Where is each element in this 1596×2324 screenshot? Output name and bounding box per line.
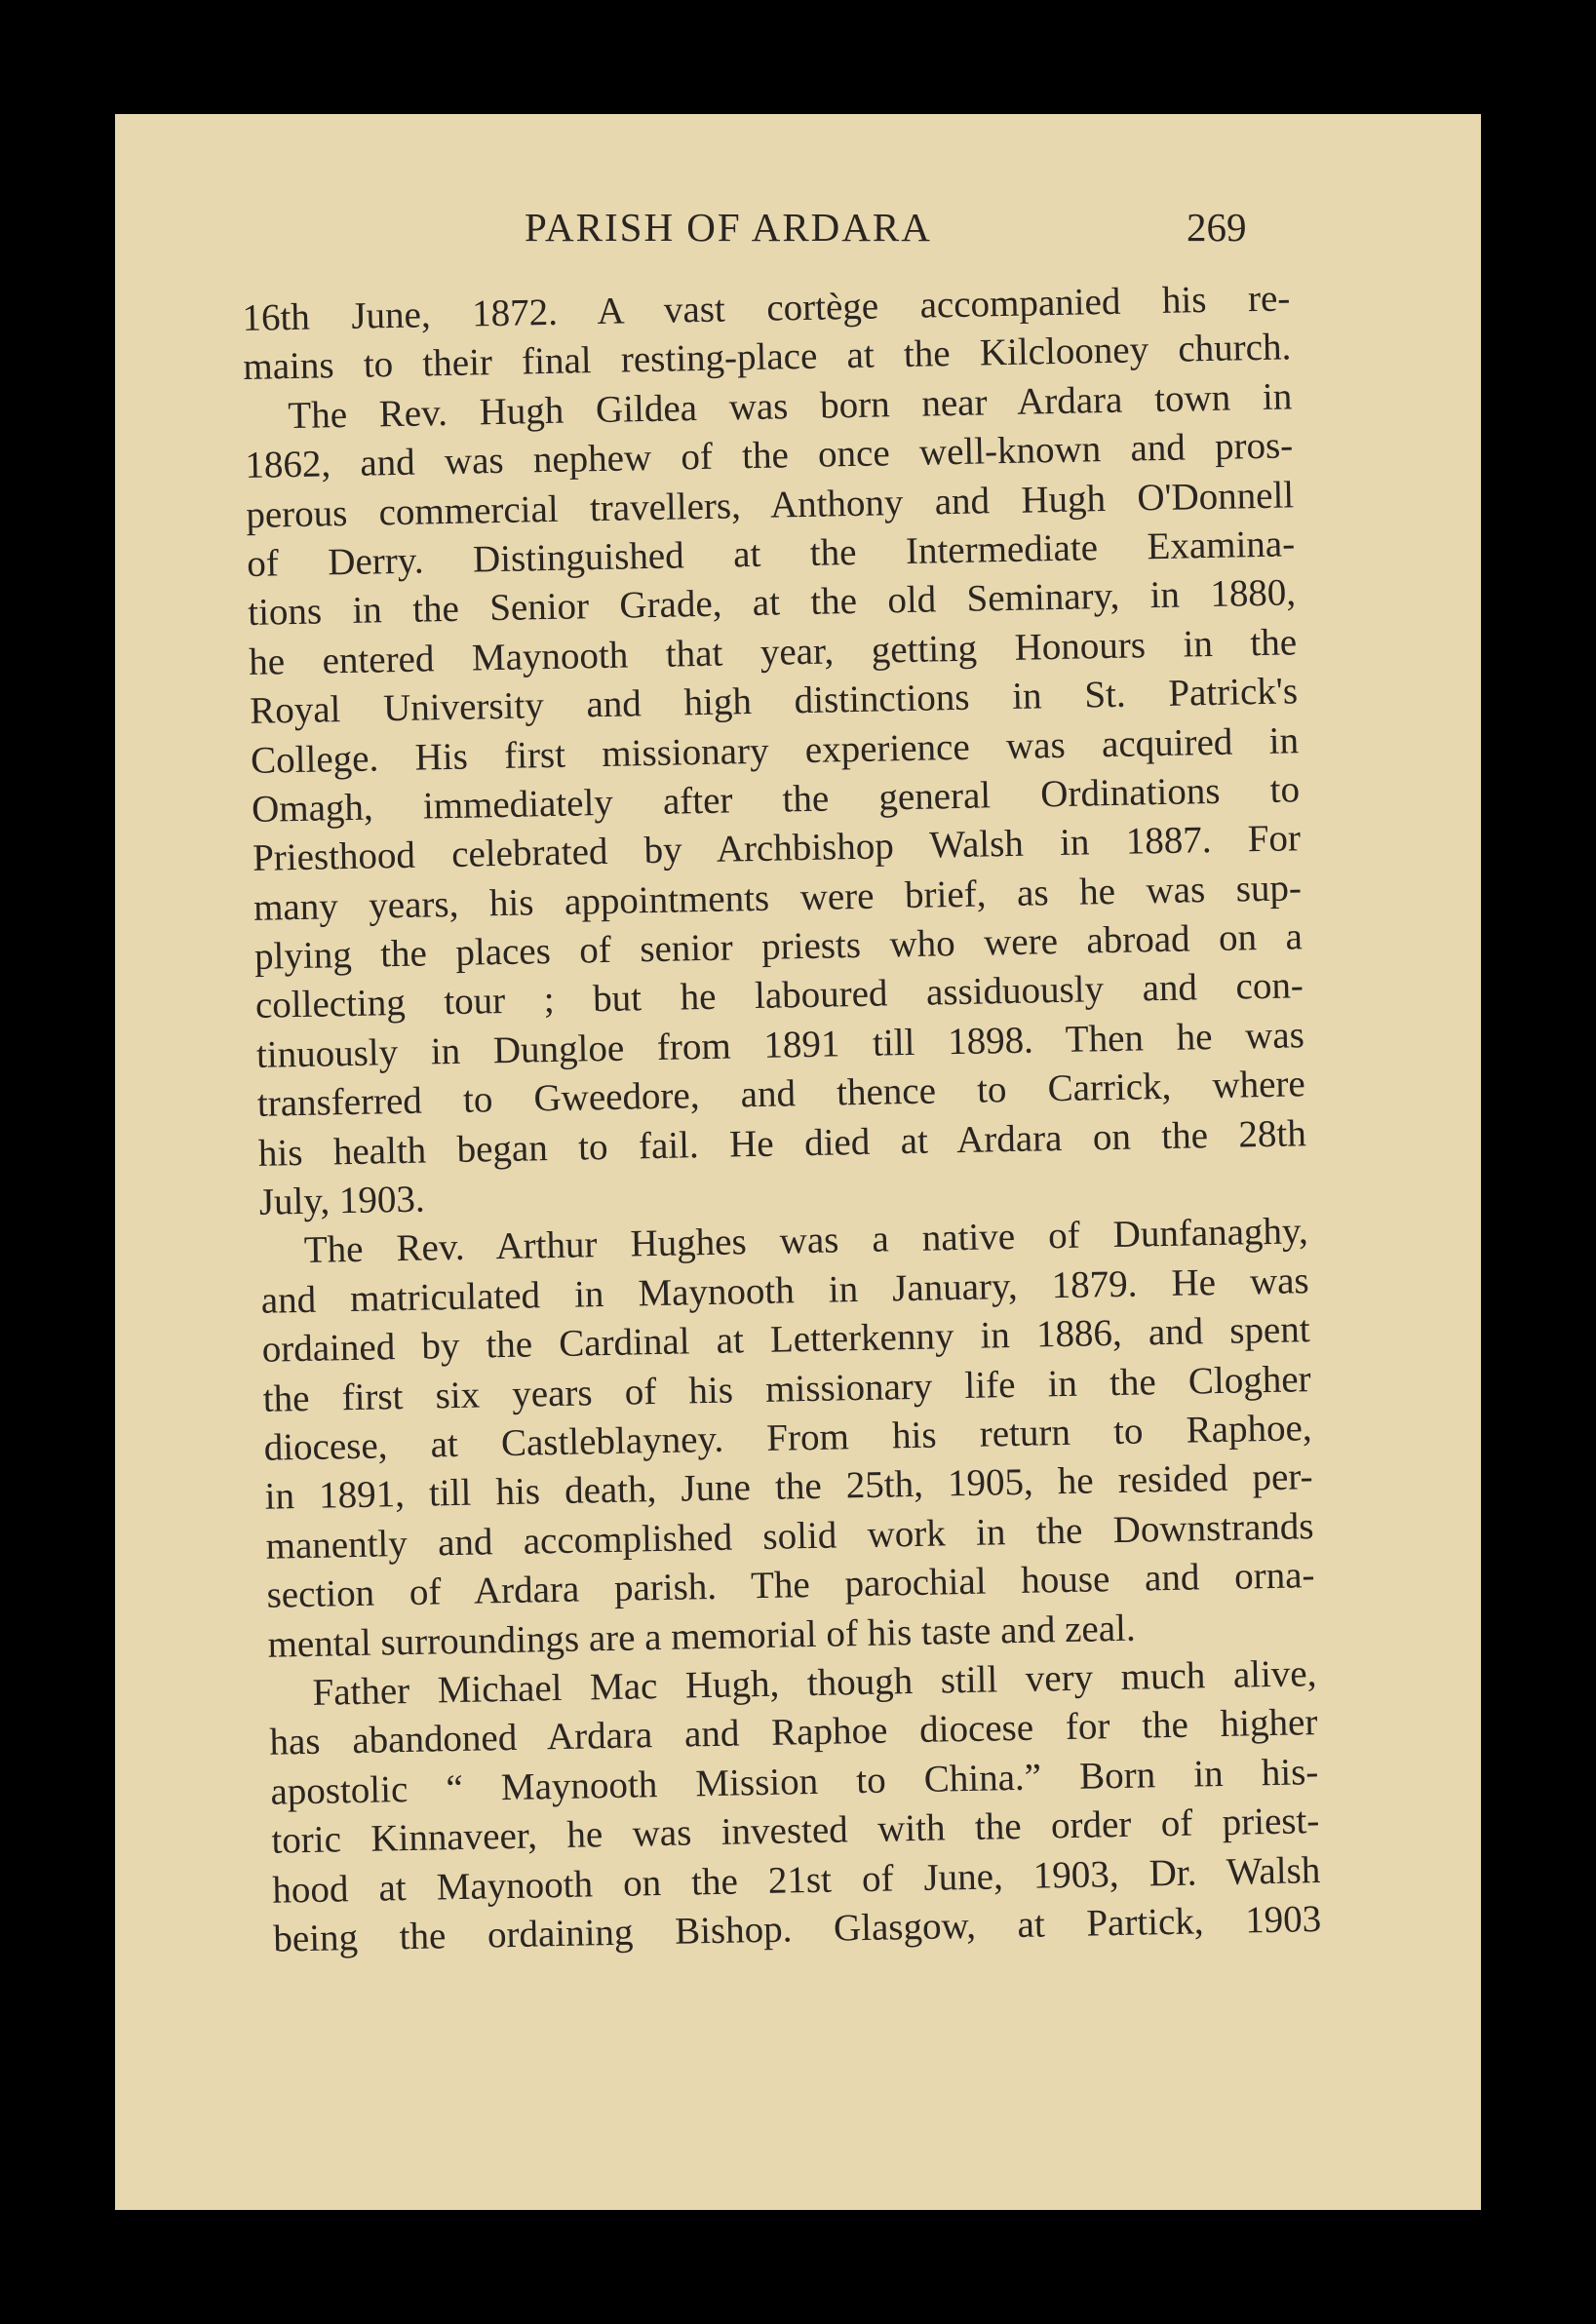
text-line: collecting tour ; but he laboured assiduously and con- [254, 964, 1304, 1027]
text-line: perous commercial travellers, Anthony and Hugh O'Donnell [245, 473, 1295, 536]
text-line: diocese, at Castleblayney. From his return to Raphoe, [263, 1407, 1312, 1469]
text-line: and matriculated in Maynooth in January, 1879. He was [260, 1259, 1310, 1322]
page-number: 269 [1187, 205, 1247, 250]
text-line: mains to their final resting-place at the Kilclooney church. [243, 326, 1292, 389]
text-line: plying the places of senior priests who were abroad on a [253, 915, 1304, 978]
text-line: toric Kinnaveer, he was invested with the order of priest- [271, 1800, 1320, 1862]
text-line: many years, his appointments were brief, as he was sup- [253, 866, 1303, 929]
text-line: the first six years of his missionary life in the Clogher [262, 1357, 1311, 1420]
text-line: transferred to Gweedore, and thence to Carrick, where [256, 1063, 1306, 1126]
text-line: has abandoned Ardara and Raphoe diocese for the higher [269, 1701, 1318, 1764]
text-line: hood at Maynooth on the 21st of June, 1903, Dr. Walsh [272, 1848, 1321, 1912]
text-line: The Rev. Arthur Hughes was a native of Dunfanaghy, [303, 1210, 1309, 1272]
text-line: 1862, and was nephew of the once well-known and pros- [244, 424, 1294, 487]
text-line: Priesthood celebrated by Archbishop Walsh in 1887. For [252, 817, 1302, 880]
text-line: manently and accomplished solid work in the Downstrands [265, 1504, 1314, 1568]
page-header [115, 204, 1481, 262]
text-line: The Rev. Hugh Gildea was born near Ardara town in [287, 375, 1293, 437]
text-line: 16th June, 1872. A vast cortège accompanied his re- [242, 277, 1291, 339]
text-line: his health began to fail. He died at Ardara on the 28th [257, 1111, 1307, 1175]
text-line: mental surroundings are a memorial of his taste and zeal. [267, 1607, 1137, 1666]
text-line: being the ordaining Bishop. Glasgow, at Partick, 1903 [272, 1897, 1322, 1960]
body-text [242, 274, 1322, 1964]
text-line: College. His first missionary experience was acquired in [250, 718, 1300, 782]
text-line: Omagh, immediately after the general Ordinations to [251, 768, 1301, 831]
text-line: in 1891, till his death, June the 25th, 1905, he resided per- [264, 1455, 1313, 1519]
text-line: tions in the Senior Grade, at the old Seminary, in 1880, [247, 571, 1297, 635]
text-line: of Derry. Distinguished at the Intermediate Examina- [246, 523, 1296, 585]
text-line: July, 1903. [258, 1178, 425, 1223]
text-line: he entered Maynooth that year, getting Honours in the [248, 621, 1298, 683]
running-head: PARISH OF ARDARA [525, 205, 932, 250]
text-line: ordained by the Cardinal at Letterkenny in 1886, and spent [261, 1308, 1310, 1371]
text-line: Royal University and high distinctions in St. Patrick's [249, 670, 1299, 733]
text-line: tinuously in Dungloe from 1891 till 1898. Then he was [255, 1014, 1305, 1076]
text-line: section of Ardara parish. The parochial house and orna- [266, 1554, 1315, 1616]
text-line: Father Michael Mac Hugh, though still very much alive, [312, 1652, 1317, 1714]
text-line: apostolic “ Maynooth Mission to China.” Born in his- [270, 1750, 1319, 1813]
book-page [115, 114, 1481, 2210]
